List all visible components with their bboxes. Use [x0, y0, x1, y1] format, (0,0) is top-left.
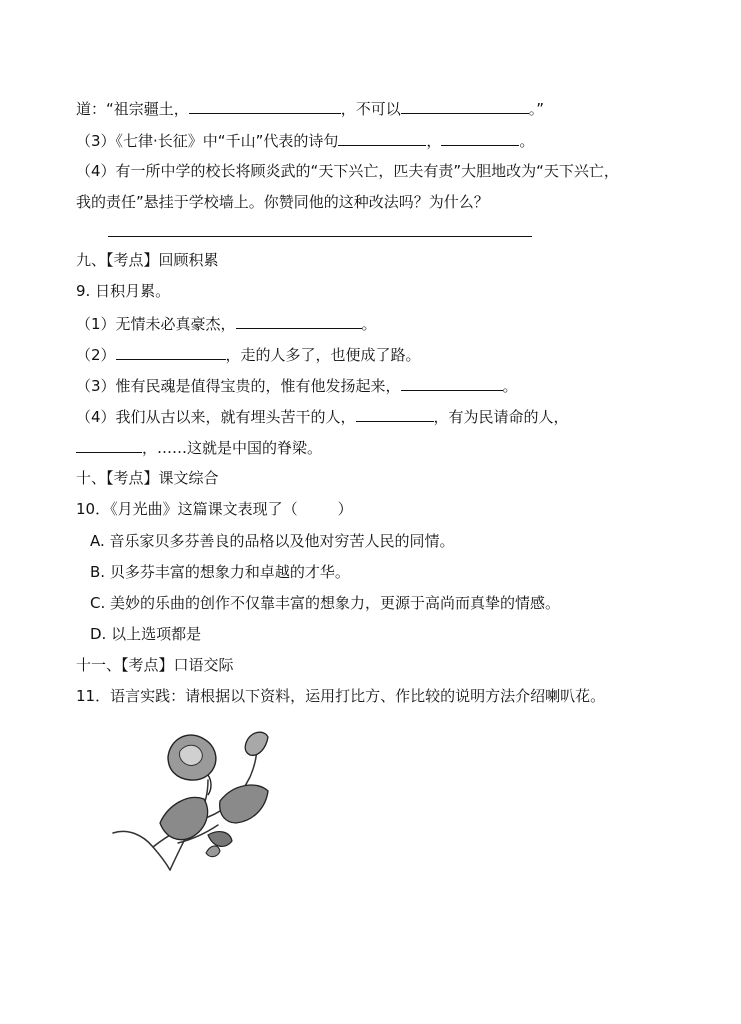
section-heading-text: 十、【考点】课文综合 — [76, 469, 219, 487]
option-text: B. 贝多芬丰富的想象力和卓越的才华。 — [90, 563, 350, 581]
q8-text-c: 。” — [528, 100, 545, 118]
answer-blank[interactable] — [338, 130, 426, 146]
q8-item-4-text-cont: 我的责任”悬挂于学校墙上。你赞同他的这种改法吗？为什么？ — [76, 193, 489, 211]
q9-item-2-end: ，走的人多了，也便成了路。 — [225, 346, 421, 364]
q10-question-end: ） — [337, 500, 353, 518]
q8-item-4-text: （4）有一所中学的校长将顾炎武的“天下兴亡，匹夫有责”大胆地改为“天下兴亡， — [76, 162, 619, 180]
q10-option-b[interactable] — [90, 562, 350, 582]
option-text: C. 美妙的乐曲的创作不仅靠丰富的想象力，更源于高尚而真挚的情感。 — [90, 594, 561, 612]
q9-item-1-end: 。 — [361, 315, 377, 333]
q10-option-a[interactable] — [90, 531, 455, 551]
q10-question — [76, 499, 353, 519]
q8-item-4-cont — [76, 192, 489, 212]
option-text: D. 以上选项都是 — [90, 625, 202, 643]
q9-item-2-text: （2） — [76, 346, 116, 364]
q8-item-3-comma: ， — [426, 132, 442, 150]
q8-item-4 — [76, 161, 619, 181]
answer-blank[interactable] — [401, 98, 529, 114]
q9-item-4-cont — [76, 437, 322, 458]
answer-blank[interactable] — [401, 375, 503, 391]
q10-option-c[interactable] — [90, 593, 560, 613]
section-heading-text: 九、【考点】回顾积累 — [76, 251, 219, 269]
q9-item-1 — [76, 313, 377, 334]
q9-item-4-text: （4）我们从古以来，就有埋头苦干的人， — [76, 408, 356, 426]
option-text: A. 音乐家贝多芬善良的品格以及他对穷苦人民的同情。 — [90, 532, 455, 550]
section-11-heading — [76, 655, 234, 675]
q9-item-4-mid: ，有为民请命的人， — [433, 408, 569, 426]
q9-item-3 — [76, 375, 518, 396]
morning-glory-illustration — [108, 725, 278, 875]
q8-item-3 — [76, 130, 534, 151]
q9-item-1-text: （1）无情未必真豪杰， — [76, 315, 236, 333]
section-9-heading — [76, 250, 219, 270]
q8-item-3-text: （3）《七律·长征》中“千山”代表的诗句 — [76, 132, 339, 150]
answer-blank[interactable] — [236, 313, 362, 329]
answer-blank[interactable] — [76, 437, 142, 453]
answer-blank[interactable] — [116, 344, 226, 360]
q8-text-a: 道：“祖宗疆土， — [76, 100, 189, 118]
answer-line[interactable] — [108, 236, 532, 237]
q8-line-ancestors — [76, 98, 544, 119]
q10-question-text: 10．《月光曲》这篇课文表现了（ — [76, 500, 298, 518]
q9-title — [76, 281, 170, 301]
q10-option-d[interactable] — [90, 624, 201, 644]
q11-question — [76, 686, 605, 706]
q9-item-4-end: ，……这就是中国的脊梁。 — [142, 439, 323, 457]
q9-item-3-end: 。 — [502, 377, 518, 395]
answer-blank[interactable] — [189, 98, 341, 114]
section-heading-text: 十一、【考点】口语交际 — [76, 656, 234, 674]
answer-blank[interactable] — [356, 406, 434, 422]
q11-question-text: 11．语言实践：请根据以下资料，运用打比方、作比较的说明方法介绍喇叭花。 — [76, 687, 606, 705]
q9-item-2 — [76, 344, 421, 365]
q8-text-b: ，不可以 — [340, 100, 401, 118]
section-10-heading — [76, 468, 219, 488]
question-title-text: 9. 日积月累。 — [76, 282, 171, 300]
q8-item-3-end: 。 — [519, 132, 535, 150]
q9-item-3-text: （3）惟有民魂是值得宝贵的，惟有他发扬起来， — [76, 377, 401, 395]
answer-blank[interactable] — [441, 130, 519, 146]
q9-item-4 — [76, 406, 569, 427]
